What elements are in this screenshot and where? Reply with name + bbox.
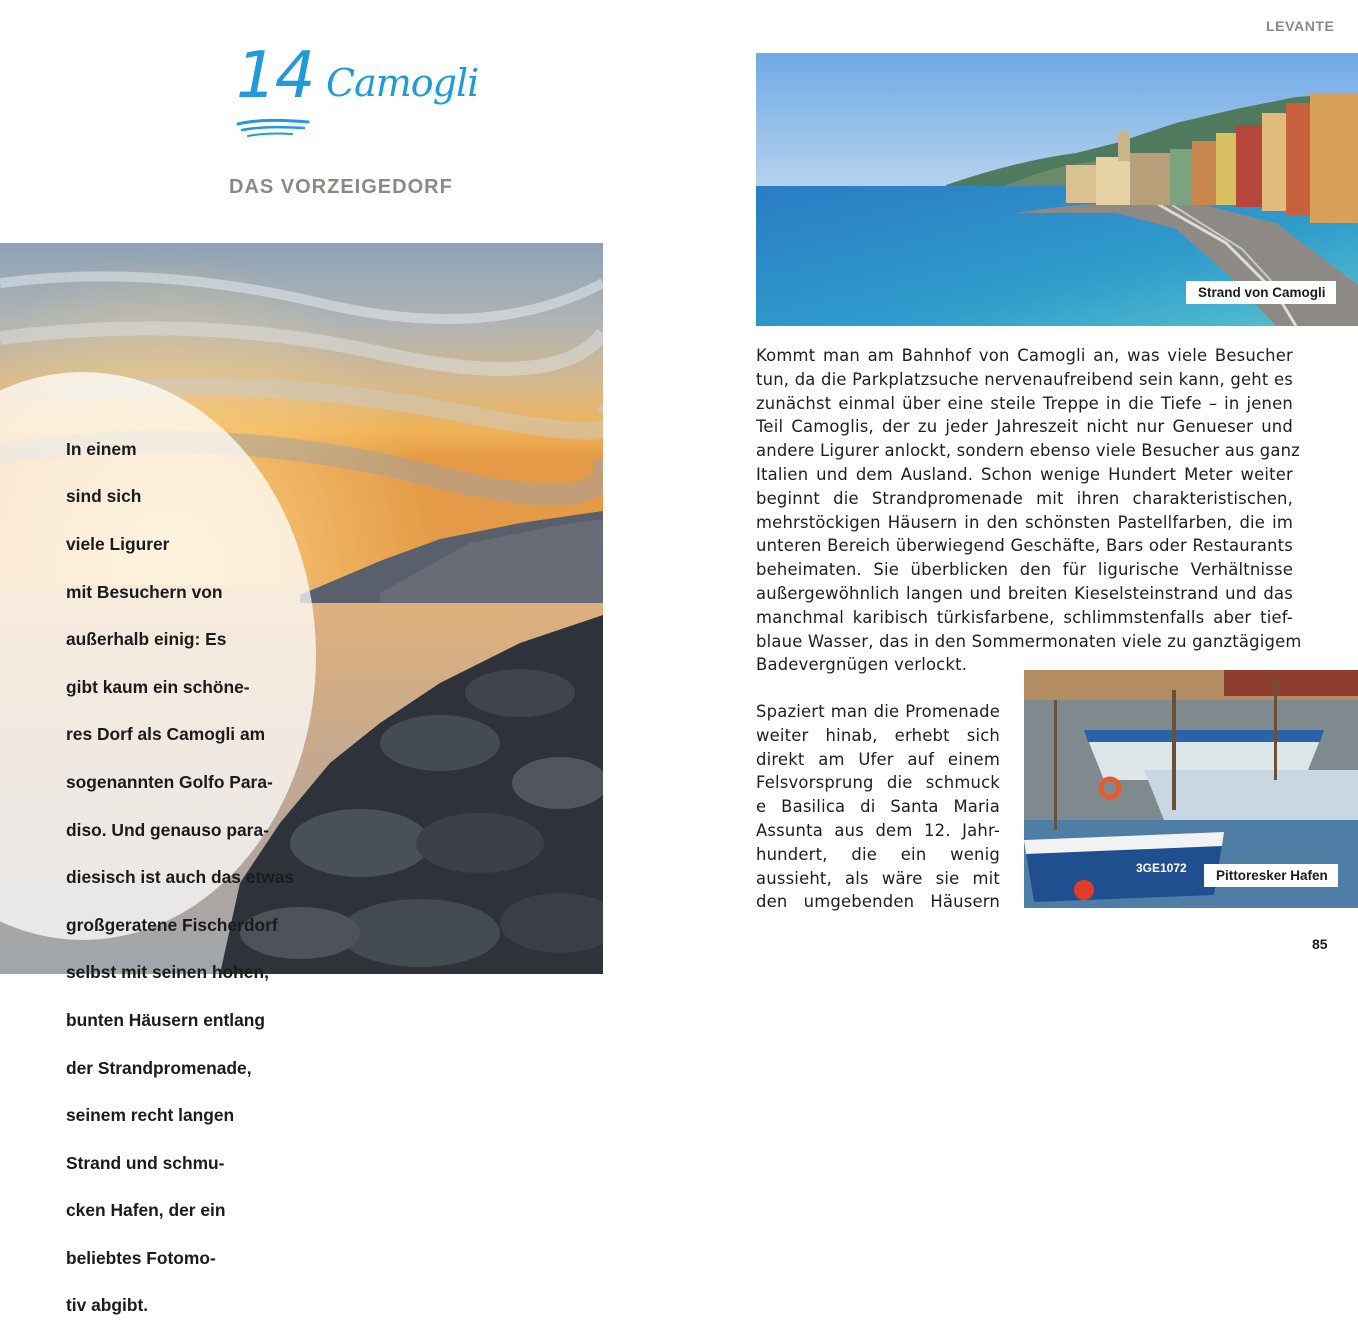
intro-line: seinem recht langen — [66, 1105, 235, 1126]
chapter-subtitle: DAS VORZEIGEDORF — [229, 176, 453, 198]
body-line: tun, da die Parkplatzsuche nervenaufreibend sein kann, geht es — [756, 369, 1293, 389]
running-head: LEVANTE — [1266, 18, 1335, 34]
intro-line: bunten Häusern entlang — [66, 1009, 266, 1030]
intro-line: großgeratene Fischerdorf — [66, 914, 278, 935]
body-line: andere Ligurer anlockt, sondern ebenso viele Besucher aus ganz — [756, 441, 1300, 461]
chapter-number: 14 — [236, 39, 314, 113]
body-line: weiter hinab, erhebt sich — [756, 725, 1000, 745]
intro-line: selbst mit seinen hohen, — [66, 962, 269, 983]
body-paragraph-2 — [756, 700, 1000, 914]
intro-line: gibt kaum ein schöne- — [66, 676, 250, 697]
body-line: beginnt die Strandpromenade mit ihren charakteristischen, — [756, 488, 1293, 508]
body-line: hundert, die ein wenig — [756, 844, 1000, 864]
intro-line: diso. Und genauso para- — [66, 819, 269, 840]
body-line: beheimaten. Sie überblicken den für ligurische Verhältnisse — [756, 560, 1293, 580]
body-line: Teil Camoglis, der zu jeder Jahreszeit nicht nur Genueser und — [756, 417, 1293, 437]
intro-line: viele Ligurer — [66, 533, 170, 554]
body-line: den umgebenden Häusern — [756, 892, 1000, 912]
intro-line: diesisch ist auch das etwas — [66, 867, 295, 888]
body-line: Felsvorsprung die schmuck — [756, 773, 1000, 793]
body-line: zunächst einmal über eine steile Treppe in die Tiefe – in jenen — [756, 393, 1293, 413]
body-line: Kommt man am Bahnhof von Camogli an, was viele Besucher — [756, 346, 1293, 365]
body-line: Spaziert man die Promenade — [756, 702, 1000, 721]
body-line: mehrstöckigen Häusern in den schönsten Pastellfarben, die im — [756, 512, 1293, 532]
intro-line: sogenannten Golfo Para- — [66, 771, 273, 792]
intro-line: In einem — [66, 438, 137, 459]
intro-line: außerhalb einig: Es — [66, 629, 227, 650]
body-line: blaue Wasser, das in den Sommermonaten viele zu ganztägigem — [756, 631, 1302, 651]
intro-line: mit Besuchern von — [66, 581, 223, 602]
intro-text — [66, 414, 306, 1342]
body-line: aussieht, als wäre sie mit — [756, 868, 1000, 888]
intro-line: Strand und schmu- — [66, 1152, 225, 1173]
chapter-title: Camogli — [326, 61, 479, 105]
brush-underline-icon — [234, 114, 314, 140]
intro-line: sind sich — [66, 486, 142, 507]
body-line: Badevergnügen verlockt. — [756, 655, 968, 675]
intro-line: beliebtes Fotomo- — [66, 1247, 216, 1268]
body-line: Italien und dem Ausland. Schon wenige Hundert Meter weiter — [756, 464, 1293, 484]
body-paragraph-1 — [756, 344, 1302, 677]
body-line: außergewöhnlich langen und breiten Kieselsteinstrand und das — [756, 583, 1293, 603]
body-line: direkt am Ufer auf einem — [756, 749, 1000, 769]
body-line: e Basilica di Santa Maria — [756, 797, 1000, 817]
beach-photo-caption: Strand von Camogli — [1186, 281, 1336, 304]
body-line: Assunta aus dem 12. Jahr- — [756, 820, 1000, 840]
boat-registration: 3GE1072 — [1136, 861, 1187, 875]
intro-line: tiv abgibt. — [66, 1295, 149, 1316]
intro-line: der Strandpromenade, — [66, 1057, 252, 1078]
body-line: unteren Bereich überwiegend Geschäfte, Bars oder Restaurants — [756, 536, 1293, 556]
body-line: manchmal karibisch türkisfarbene, schlimmstenfalls aber tief- — [756, 607, 1293, 627]
intro-line: cken Hafen, der ein — [66, 1200, 226, 1221]
page-number: 85 — [1312, 936, 1328, 952]
harbour-photo-caption: Pittoresker Hafen — [1204, 864, 1338, 887]
intro-line: res Dorf als Camogli am — [66, 724, 266, 745]
